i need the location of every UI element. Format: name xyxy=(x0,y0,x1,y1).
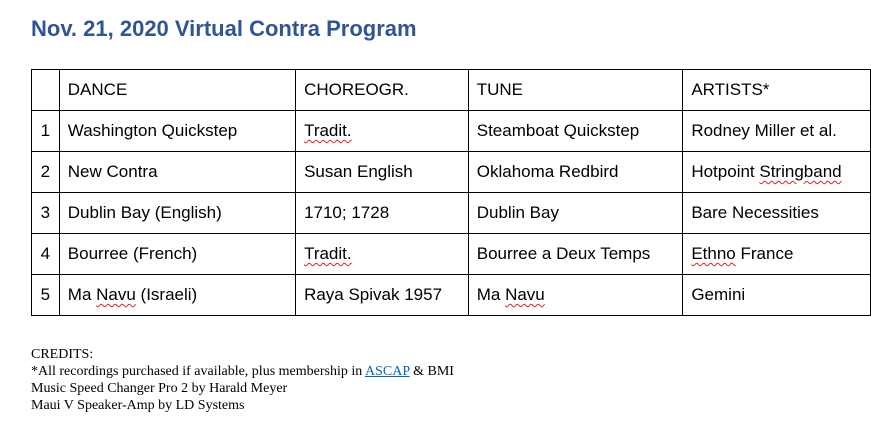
header-num xyxy=(32,70,60,111)
tune-cell: Steamboat Quickstep xyxy=(468,111,683,152)
spellcheck-word: Stringband xyxy=(759,162,842,181)
header-dance: DANCE xyxy=(59,70,295,111)
artists-cell xyxy=(683,152,871,193)
credits-line xyxy=(31,363,454,380)
table-header-row xyxy=(32,70,871,111)
dance-cell: New Contra xyxy=(59,152,295,193)
credits-text: & BMI xyxy=(409,364,454,379)
row-number: 4 xyxy=(32,234,60,275)
row-number: 5 xyxy=(32,275,60,316)
artists-cell xyxy=(683,234,871,275)
table-row xyxy=(32,152,871,193)
table-row xyxy=(32,193,871,234)
spellcheck-word: Tradit. xyxy=(304,244,352,263)
choreographer-cell: Raya Spivak 1957 xyxy=(296,275,469,316)
table-row xyxy=(32,234,871,275)
table-row xyxy=(32,111,871,152)
dance-text: (Israeli) xyxy=(135,285,198,304)
header-choreographer: CHOREOGR. xyxy=(296,70,469,111)
credits-section xyxy=(31,346,454,414)
dance-cell xyxy=(59,275,295,316)
dance-text: Ma xyxy=(67,285,97,304)
credits-heading: CREDITS: xyxy=(31,347,94,362)
credits-line: Maui V Speaker-Amp by LD Systems xyxy=(31,398,245,413)
tune-cell: Bourree a Deux Temps xyxy=(468,234,683,275)
ascap-link[interactable]: ASCAP xyxy=(364,364,410,379)
choreographer-cell: Susan English xyxy=(296,152,469,193)
spellcheck-word: Navu xyxy=(96,285,136,304)
row-number: 1 xyxy=(32,111,60,152)
credits-line: Music Speed Changer Pro 2 by Harald Meyer xyxy=(31,381,288,396)
artists-text: France xyxy=(735,244,794,263)
spellcheck-word: Navu xyxy=(505,285,545,304)
artists-cell: Bare Necessities xyxy=(683,193,871,234)
artists-cell: Gemini xyxy=(683,275,871,316)
artists-cell: Rodney Miller et al. xyxy=(683,111,871,152)
tune-cell xyxy=(468,275,683,316)
tune-text: Ma xyxy=(476,285,506,304)
page-title: Nov. 21, 2020 Virtual Contra Program xyxy=(31,16,417,41)
tune-cell: Dublin Bay xyxy=(468,193,683,234)
spellcheck-word: Ethno xyxy=(691,244,736,263)
tune-cell: Oklahoma Redbird xyxy=(468,152,683,193)
choreographer-cell xyxy=(296,111,469,152)
dance-cell: Washington Quickstep xyxy=(59,111,295,152)
row-number: 3 xyxy=(32,193,60,234)
choreographer-cell: 1710; 1728 xyxy=(296,193,469,234)
program-table xyxy=(31,69,871,316)
dance-cell: Dublin Bay (English) xyxy=(59,193,295,234)
artists-text: Hotpoint xyxy=(691,162,760,181)
row-number: 2 xyxy=(32,152,60,193)
spellcheck-word: Tradit. xyxy=(304,121,352,140)
header-tune: TUNE xyxy=(468,70,683,111)
choreographer-cell xyxy=(296,234,469,275)
dance-cell: Bourree (French) xyxy=(59,234,295,275)
credits-text: *All recordings purchased if available, plus membership in xyxy=(31,364,365,379)
header-artists: ARTISTS* xyxy=(683,70,871,111)
table-row xyxy=(32,275,871,316)
